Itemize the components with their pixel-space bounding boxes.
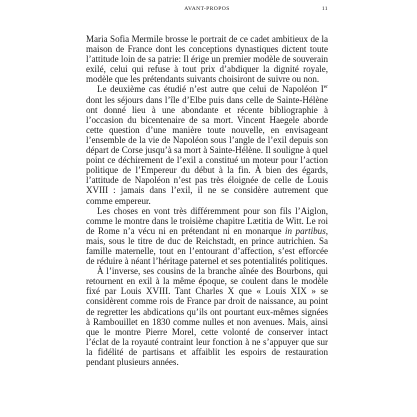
- paragraph-3: [86, 206, 328, 267]
- paragraph-2-text-b: dont les séjours dans l’île d’Elbe puis dans celle de Sainte-Hélène ont donné lieu à une abondante et récente bibliographie à l’occasion du bicentenaire de sa mort. Vincent Haegele aborde cette question d’une manière toute nouvelle, en envisageant l’ensemble de la vie de Napoléon sous l’angle de l’exil depuis son départ de Corse jusqu’à sa mort à Sainte-Hélène. Il souligne à quel point ce déchirement de l’exil a constitué un moteur pour l’action politique de l’Empereur du début à la fin. À bien des égards, l’attitude de Napoléon n’est pas très éloignée de celle de Louis XVIII : jamais dans l’exil, il ne se considère autrement que comme empereur.: [86, 94, 328, 206]
- superscript-er: er: [323, 84, 328, 91]
- page-number: 11: [321, 6, 328, 12]
- paragraph-1: [86, 34, 328, 84]
- body-text: [86, 34, 328, 367]
- italic-in-partibus: in partibus: [285, 225, 326, 236]
- paragraph-2-text-a: Le deuxième cas étudié n’est autre que celui de Napoléon I: [97, 84, 324, 95]
- paragraph-3-text-a: Les choses en vont très différemment pour son fils l’Aiglon, comme le montre dans le troisième chapitre Lætitia de Witt. Le roi de Rome n’a vécu ni en prétendant ni en monarque: [86, 205, 328, 236]
- paragraph-4: [86, 266, 328, 367]
- paragraph-2: [86, 84, 328, 205]
- running-head-title: AVANT-PROPOS: [184, 6, 230, 12]
- paragraph-3-text-b: , mais, sous le titre de duc de Reichstadt, en prince autrichien. Sa famille maternelle, tout en l’entourant d’affection, s’est efforcée de réduire à néant l’héritage paternel et ses potentialités politiques.: [86, 225, 328, 267]
- paragraph-4-text: À l’inverse, ses cousins de la branche aînée des Bourbons, qui retournent en exil à la même époque, se coulent dans le modèle fixé par Louis XVIII. Tant Charles X que « Louis XIX » se considèrent comme rois de France par droit de naissance, au point de regretter les abdications qu’ils ont pourtant eux-mêmes signées à Rambouillet en 1830 comme nulles et non avenues. Mais, ainsi que le montre Pierre Morel, cette volonté de conserver intact l’éclat de la royauté contraint leur fonction à ne s’appuyer que sur la fidélité de partisans et affaiblit les espoirs de restauration pendant plusieurs années.: [86, 266, 328, 367]
- running-head: [86, 6, 328, 16]
- paragraph-1-text: Maria Sofia Mermile brosse le portrait de ce cadet ambitieux de la maison de France dont les conceptions dynastiques dictent toute l’attitude loin de sa patrie: Il érige un premier modèle de souverain exilé, celui qui refuse à tout prix d’abdiquer la dignité royale, modèle que les prétendants suivants choisiront de suivre ou non.: [86, 34, 328, 85]
